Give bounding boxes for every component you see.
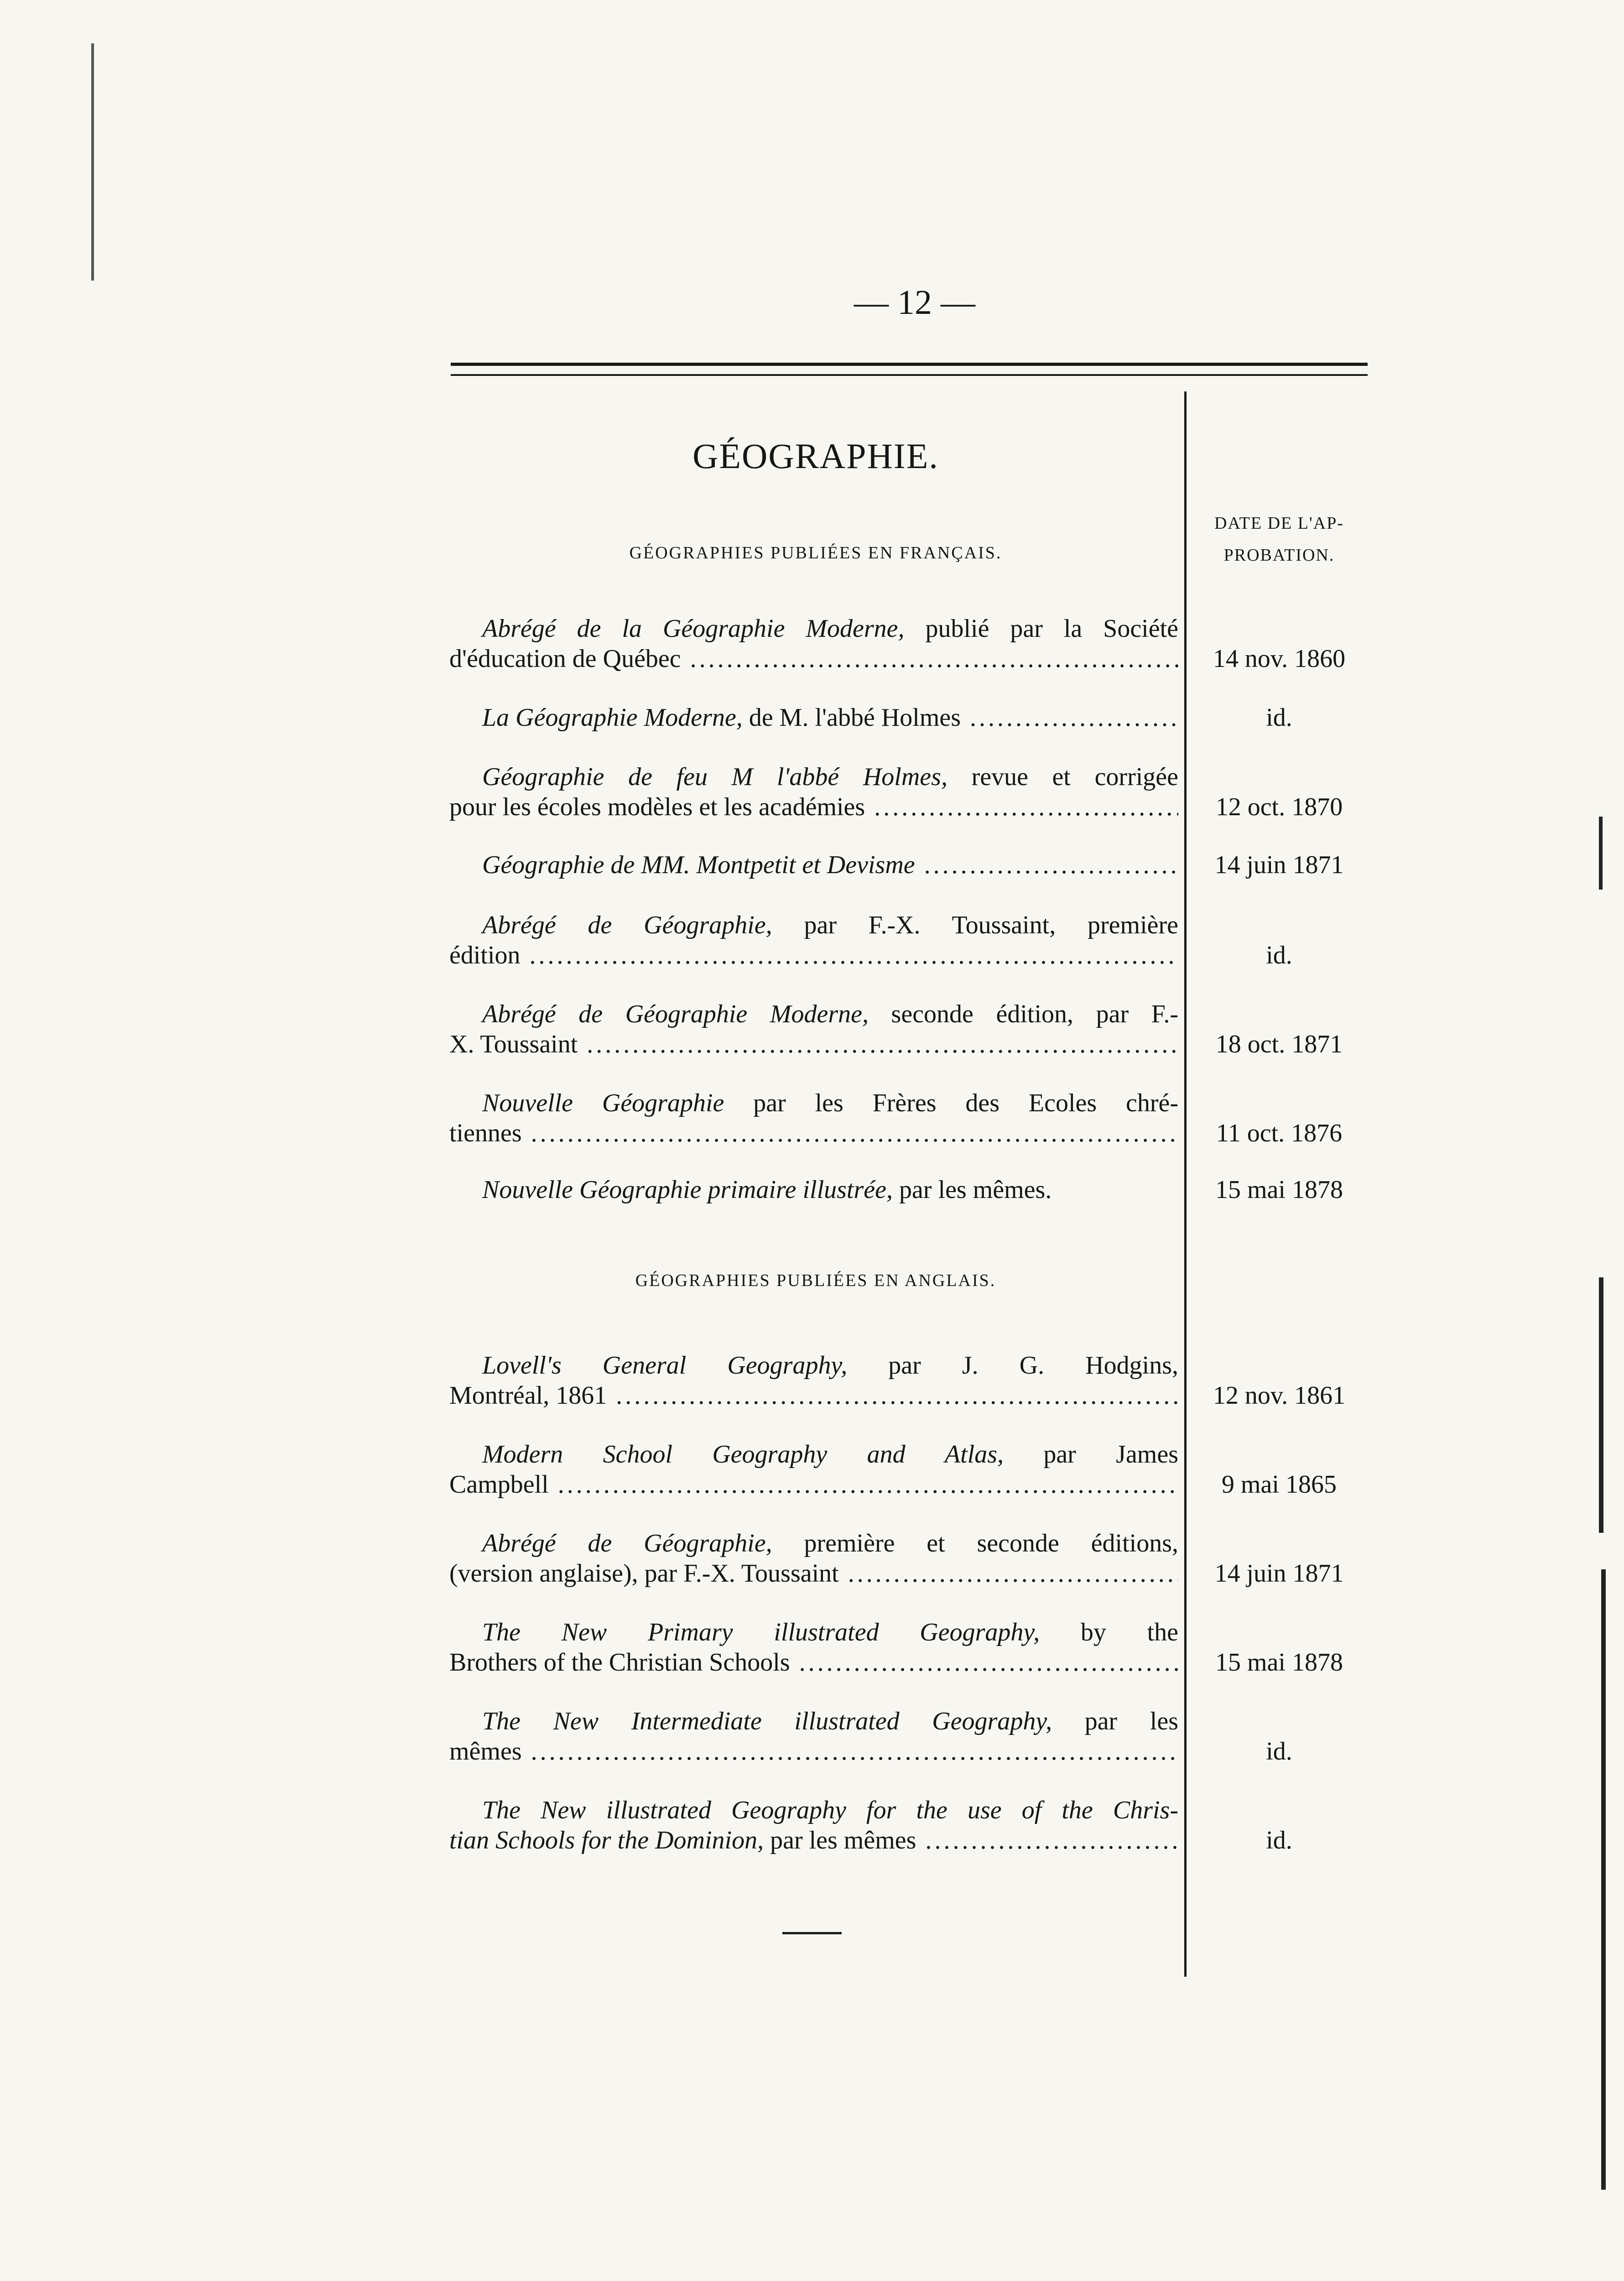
list-item: The New Primary illustrated Geography, by the Brothers of the Christian Schools ..... — [449, 1617, 1178, 1677]
approval-date: id. — [1266, 941, 1292, 969]
approval-date: 14 juin 1871 — [1214, 851, 1344, 879]
end-rule — [782, 1932, 842, 1934]
approval-date: id. — [1266, 1826, 1292, 1854]
scan-edge-mark — [1599, 817, 1603, 890]
list-item: Abrégé de Géographie, par F.-X. Toussaint, première édition ..... — [449, 910, 1178, 970]
page-number: — 12 — — [854, 283, 975, 322]
section-heading-english: GÉOGRAPHIES PUBLIÉES EN ANGLAIS. — [635, 1271, 996, 1290]
list-item: Nouvelle Géographie par les Frères des Ecoles chré- tiennes ..... — [449, 1088, 1178, 1148]
list-item: Lovell's General Geography, par J. G. Hodgins, Montréal, 1861 ..... — [449, 1350, 1178, 1411]
approval-date: 12 oct. 1870 — [1215, 793, 1343, 821]
list-item: Abrégé de Géographie, première et seconde éditions, (version anglaise), par F.-X. Toussaint ..... — [449, 1528, 1178, 1588]
approval-date: 14 nov. 1860 — [1213, 645, 1346, 673]
list-item: Géographie de feu M l'abbé Holmes, revue et corrigée pour les écoles modèles et les académies ..... — [449, 762, 1178, 822]
approval-date: id. — [1266, 1737, 1292, 1765]
section-heading-french: GÉOGRAPHIES PUBLIÉES EN FRANÇAIS. — [629, 543, 1002, 562]
scan-edge-mark — [1601, 1569, 1606, 2190]
scan-edge-mark — [91, 43, 94, 281]
approval-date: 11 oct. 1876 — [1216, 1119, 1343, 1147]
header-rule-thin — [451, 374, 1368, 376]
list-item: Géographie de MM. Montpetit et Devisme ..... — [449, 850, 1178, 880]
header-rule — [451, 363, 1368, 366]
approval-date: 15 mai 1878 — [1215, 1648, 1343, 1677]
list-item: La Géographie Moderne, de M. l'abbé Holmes ..... — [449, 703, 1178, 733]
approval-date: id. — [1266, 703, 1292, 732]
column-divider — [1184, 391, 1187, 1977]
approval-date: 9 mai 1865 — [1222, 1470, 1337, 1499]
approval-date: 12 nov. 1861 — [1213, 1381, 1346, 1410]
approval-date: 18 oct. 1871 — [1215, 1030, 1343, 1058]
date-column-header: DATE DE L'AP- PROBATION. — [1214, 514, 1344, 565]
approval-date: 14 juin 1871 — [1214, 1559, 1344, 1588]
list-item: Abrégé de Géographie Moderne, seconde édition, par F.- X. Toussaint ..... — [449, 999, 1178, 1059]
page-title: GÉOGRAPHIE. — [692, 436, 939, 476]
list-item: Nouvelle Géographie primaire illustrée, par les mêmes. — [482, 1176, 1052, 1204]
list-item: Modern School Geography and Atlas, par James Campbell ..... — [449, 1439, 1178, 1500]
list-item: The New illustrated Geography for the use of the Chris- tian Schools for the Dominion, par les mêmes ..... — [449, 1795, 1178, 1855]
list-item: Abrégé de la Géographie Moderne, publié par la Société d'éducation de Québec ..... — [449, 614, 1178, 674]
scan-edge-mark — [1599, 1277, 1603, 1533]
approval-date: 15 mai 1878 — [1215, 1176, 1343, 1204]
list-item: The New Intermediate illustrated Geography, par les mêmes ..... — [449, 1706, 1178, 1766]
